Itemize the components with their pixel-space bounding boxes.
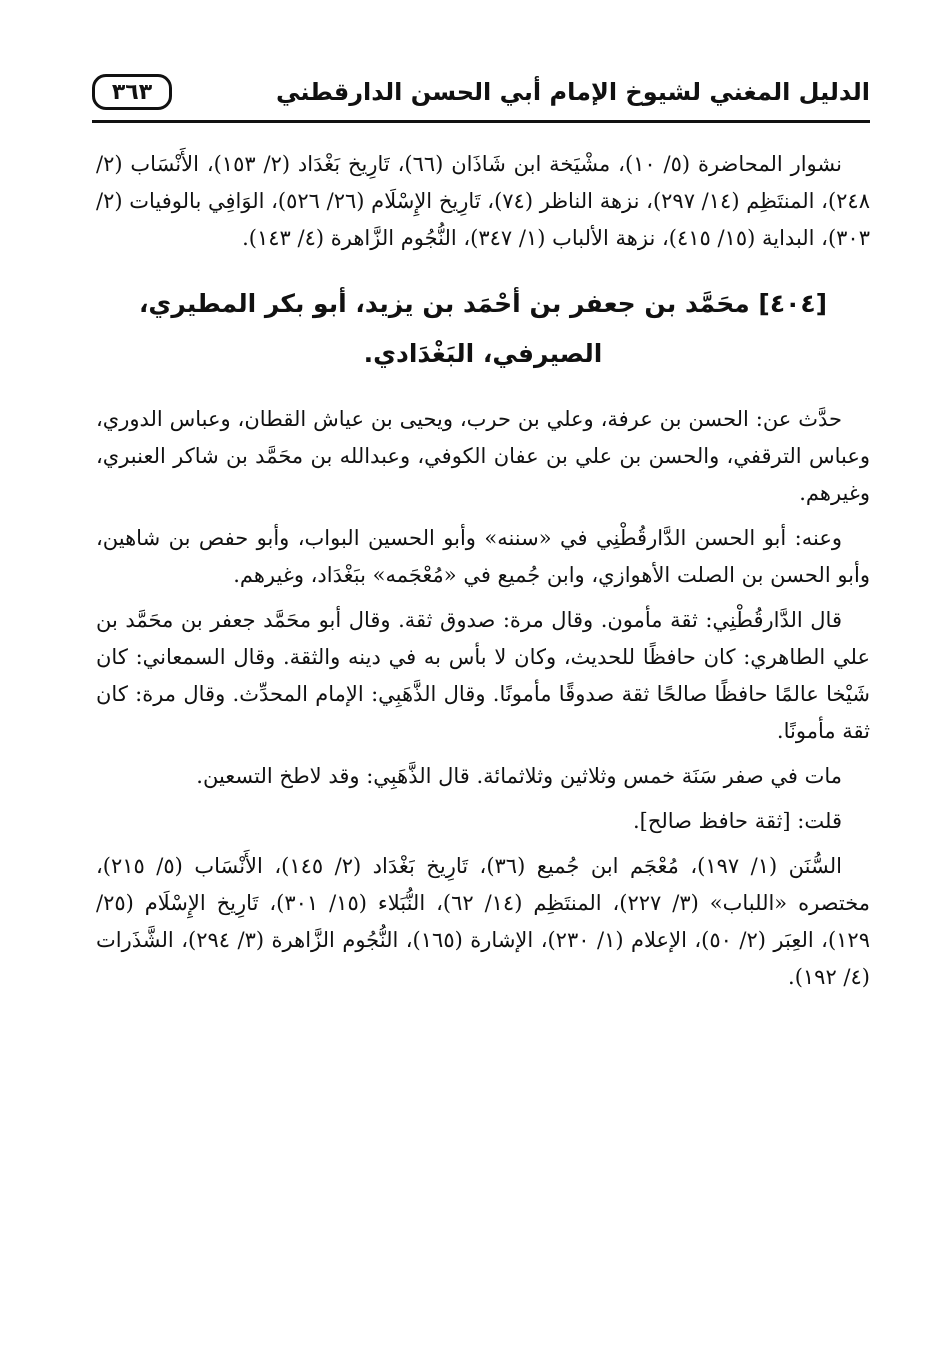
- entry-heading: [٤٠٤] محَمَّد بن جعفر بن أحْمَد بن يزيد، أبو بكر المطيري، الصيرفي، البَغْدَادي.: [138, 289, 828, 368]
- running-header: [92, 72, 870, 122]
- running-header-title: الدليل المغني لشيوخ الإمام أبي الحسن الدارقطني: [276, 78, 870, 106]
- page-content: [96, 146, 870, 1004]
- previous-entry-sources: نشوار المحاضرة (٥/ ١٠)، مشْيَخة ابن شَاذَان (٦٦)، تَارِيخ بَغْدَاد (٢/ ١٥٣)، الأَنْسَاب (٢/ ٢٤٨)، المنتَظِم (١٤/ ٢٩٧)، نزهة الناظر (٧٤)، تَارِيخ الإِسْلَام (٢٦/ ٥٢٦)، الوَافِي بالوفيات (٢/ ٣٠٣)، البداية (١٥/ ٤١٥)، نزهة الألباب (١/ ٣٤٧)، النُّجُوم الزَّاهرة (٤/ ١٤٣).: [96, 152, 870, 250]
- entry-verdict: قلت: [ثقة حافظ صالح].: [632, 809, 842, 833]
- entry-death: مات في صفر سَنَة خمس وثلاثين وثلاثمائة. قال الذَّهَبِي: وقد لاطخ التسعين.: [196, 764, 842, 788]
- entry-teachers: حدَّث عن: الحسن بن عرفة، وعلي بن حرب، ويحيى بن عياش القطان، وعباس الدوري، وعباس الترقفي، والحسن بن علي بن عفان الكوفي، وعبدالله بن محَمَّد بن شاكر العنبري، وغيرهم.: [96, 407, 870, 505]
- entry-students: وعنه: أبو الحسن الدَّارقُطْنِي في «سننه» وأبو الحسين البواب، وأبو حفص بن شاهين، وأبو الحسن بن الصلت الأهوازي، وابن جُميع في «مُعْجَمه» ببَغْدَاد، وغيرهم.: [96, 526, 870, 587]
- entry-grading: قال الدَّارقُطْنِي: ثقة مأمون. وقال مرة: صدوق ثقة. وقال أبو محَمَّد جعفر بن محَمَّد بن علي الطاهري: كان حافظًا للحديث، وكان لا بأس به في دينه والثقة. وقال السمعاني: كان شَيْخا عالمًا حافظًا صالحًا ثقة صدوقًا مأمونًا. وقال الذَّهَبِي: الإمام المحدِّث. وقال مرة: كان ثقة مأمونًا.: [96, 608, 870, 743]
- page-number: ٣٦٣: [92, 74, 172, 110]
- entry-sources: السُّنَن (١/ ١٩٧)، مُعْجَم ابن جُميع (٣٦)، تَارِيخ بَغْدَاد (٢/ ١٤٥)، الأَنْسَاب (٥/ ٢١٥)، مختصره «اللباب» (٣/ ٢٢٧)، المنتَظِم (١٤/ ٦٢)، النُّبَلاء (١٥/ ٣٠١)، تَارِيخ الإِسْلَام (٢٥/ ١٢٩)، العِبَر (٢/ ٥٠)، الإعلام (١/ ٢٣٠)، الإشارة (١٦٥)، النُّجُوم الزَّاهرة (٣/ ٢٩٤)، الشَّذَرات (٤/ ١٩٢).: [96, 854, 871, 989]
- header-rule: [92, 120, 870, 123]
